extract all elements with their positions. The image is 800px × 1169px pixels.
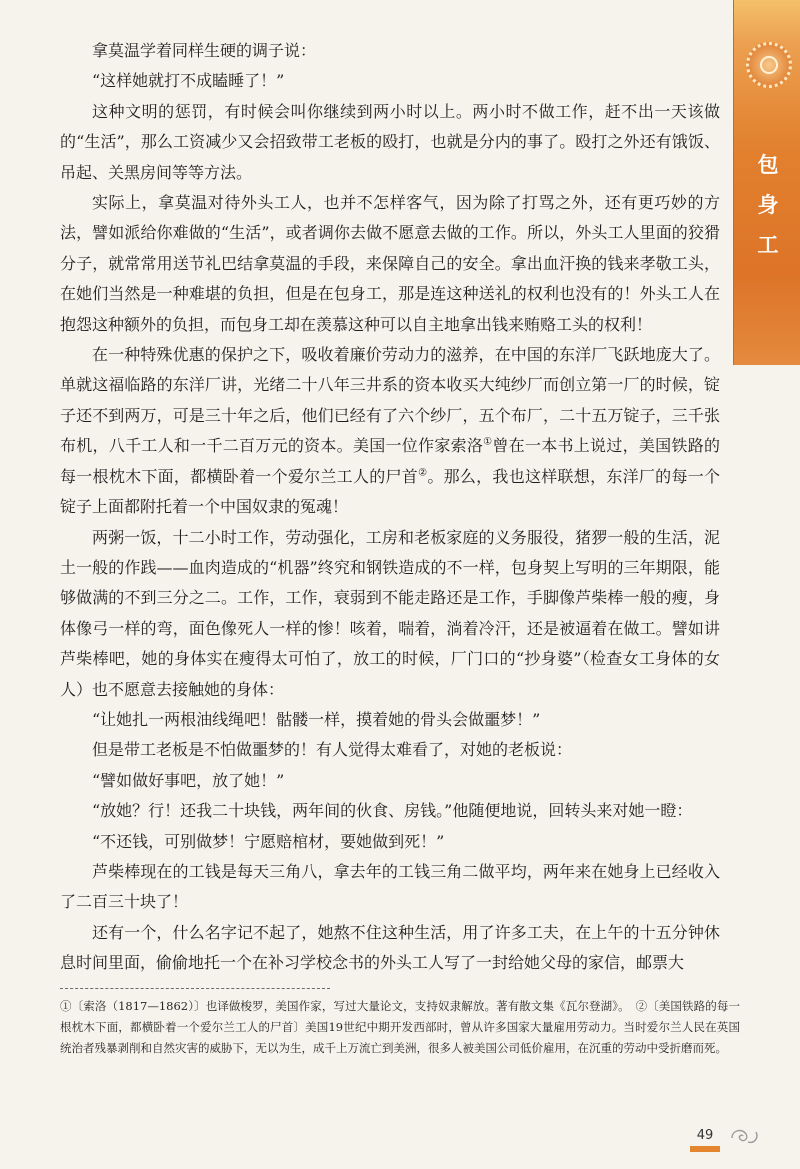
footnote-marker-1[interactable]: ① (483, 436, 493, 448)
body-text (60, 36, 720, 979)
chapter-title-char-3: 工 (757, 233, 779, 257)
paragraph-5-part-3: 。那么，我也这样联想，东洋厂的每一个锭子上面都附托着一个中国奴隶的冤魂！ (60, 466, 720, 517)
chapter-side-tab (733, 0, 800, 365)
paragraph-1: 拿莫温学着同样生硬的调子说： (92, 41, 317, 60)
footnote-divider (60, 988, 330, 989)
paragraph-7: “让她扎一两根油线绳吧！骷髅一样，摸着她的骨头会做噩梦！” (92, 709, 541, 729)
paragraph-5-part-2: 曾在一本书上说过，美国铁路的每一根枕木下面，都横卧着一个爱尔兰工人的尸首 (60, 436, 720, 486)
page-number: 49 (696, 1128, 714, 1143)
chapter-title-char-2: 身 (757, 193, 779, 217)
paragraph-12: 芦柴棒现在的工钱是每天三角八，拿去年的工钱三角二做平均，两年来在她身上已经收入了二百三十块了！ (60, 861, 720, 912)
page-number-bar (690, 1146, 720, 1152)
paragraph-4: 实际上，拿莫温对待外头工人，也并不怎样客气，因为除了打骂之外，还有更巧妙的方法，譬如派给你难做的“生活”，或者调你去做不愿意去做的工作。所以，外头工人里面的狡猾分子，就常常用送节礼巴结拿莫温的手段，来保障自己的安全。拿出血汗换的钱来孝敬工头，在她们当然是一种难堪的负担，但是在包身工，那是连这种送礼的权利也没有的！外头工人在抱怨这种额外的负担，而包身工却在羡慕这种可以自主地拿出钱来贿赂工头的权利！ (60, 193, 720, 334)
footnote-marker-2[interactable]: ② (418, 467, 428, 479)
paragraph-6: 两粥一饭，十二小时工作，劳动强化，工房和老板家庭的义务服役，猪猡一般的生活，泥土一般的作践——血肉造成的“机器”终究和钢铁造成的不一样，包身契上写明的三年期限，能够做满的不到三分之二。工作，工作，衰弱到不能走路还是工作，手脚像芦柴棒一般的瘦，身体像弓一样的弯，面色像死人一样的惨！咳着，喘着，淌着冷汗，还是被逼着在做工。譬如讲芦柴棒吧，她的身体实在瘦得太可怕了，放工的时候，厂门口的“抄身婆”（检查女工身体的女人）也不愿意去接触她的身体： (60, 527, 720, 699)
paragraph-11: “不还钱，可别做梦！宁愿赔棺材，要她做到死！” (92, 831, 445, 851)
paragraph-9: “譬如做好事吧，放了她！” (92, 770, 285, 790)
footnote-text: ①〔索洛（1817—1862）〕也译做梭罗，美国作家，写过大量论文，支持奴隶解放。著有散文集《瓦尔登湖》。 ②〔美国铁路的每一根枕木下面，都横卧着一个爱尔兰工人的尸首〕美国19世纪中期开发西部时，曾从许多国家大量雇用劳动力。当时爱尔兰人民在英国统治者残暴剥削和自然灾害的威胁下，无以为生，成千上万流亡到美洲，很多人被美国公司低价雇用，在沉重的劳动中受折磨而死。 (60, 999, 740, 1055)
swirl-ornament-icon (728, 1124, 762, 1150)
paragraph-10: “放她？行！还我二十块钱，两年间的伙食、房钱。”他随便地说，回转头来对她一瞪： (92, 801, 693, 821)
paragraph-8: 但是带工老板是不怕做噩梦的！有人觉得太难看了，对她的老板说： (92, 740, 573, 760)
paragraph-5 (60, 340, 720, 522)
chapter-title-vertical (752, 152, 784, 258)
paragraph-5-part-1: 在一种特殊优惠的保护之下，吸收着廉价劳动力的滋养，在中国的东洋厂飞跃地庞大了。单就这福临路的东洋厂讲，光绪二十八年三井系的资本收买大纯纱厂而创立第一厂的时候，锭子还不到两万，可是三十年之后，他们已经有了六个纱厂，五个布厂，二十五万锭子，三千张布机，八千工人和一千二百万元的资本。美国一位作家索洛 (60, 345, 720, 456)
ornament-icon (746, 42, 792, 88)
footnotes (60, 996, 740, 1059)
chapter-title-char-1: 包 (757, 153, 779, 177)
paragraph-2: “这样她就打不成瞌睡了！” (92, 71, 285, 91)
paragraph-3: 这种文明的惩罚，有时候会叫你继续到两小时以上。两小时不做工作，赶不出一天该做的“生活”，那么工资减少又会招致带工老板的殴打，也就是分内的事了。殴打之外还有饿饭、吊起、关黑房间等等方法。 (60, 101, 720, 182)
paragraph-13: 还有一个，什么名字记不起了，她熬不住这种生活，用了许多工夫，在上午的十五分钟休息时间里面，偷偷地托一个在补习学校念书的外头工人写了一封给她父母的家信，邮票大 (60, 922, 720, 973)
ornament-ring (760, 56, 778, 74)
